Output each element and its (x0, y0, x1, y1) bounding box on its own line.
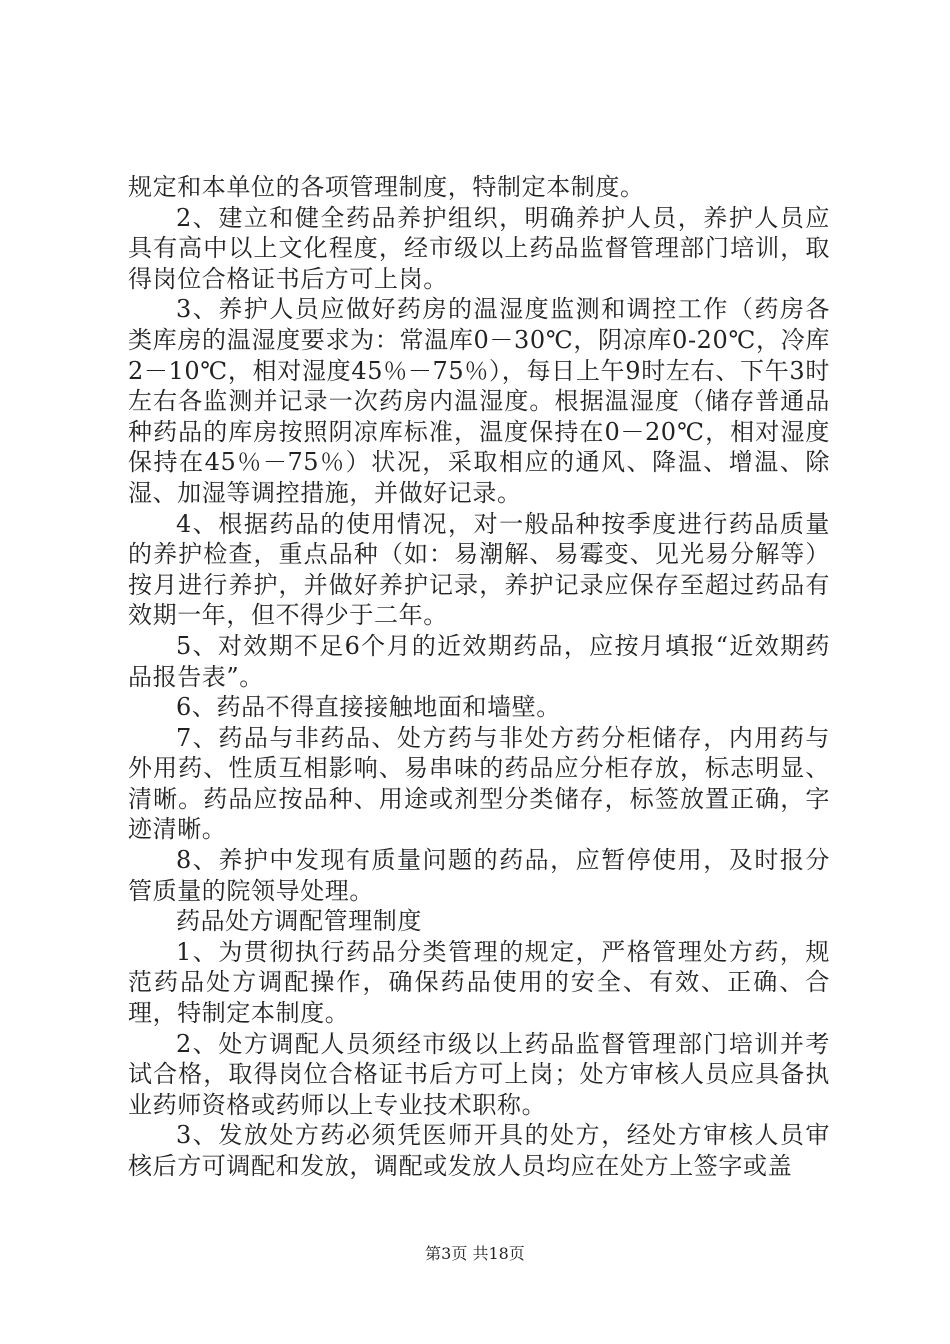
paragraph-4: 5、对效期不足6个月的近效期药品，应按月填报“近效期药品报告表”。 (128, 631, 830, 691)
paragraph-11: 3、发放处方药必须凭医师开具的处方，经处方审核人员审核后方可调配和发放，调配或发放人员均应在处方上签字或盖 (128, 1121, 830, 1180)
document-body (128, 172, 830, 1182)
paragraph-0: 规定和本单位的各项管理制度，特制定本制度。 (128, 173, 645, 201)
page-number: 第3页 共18页 (425, 1244, 525, 1263)
paragraph-7: 8、养护中发现有质量问题的药品，应暂停使用，及时报分管质量的院领导处理。 (128, 846, 830, 905)
paragraph-10: 2、处方调配人员须经市级以上药品监督管理部门培训并考试合格，取得岗位合格证书后方可上岗；处方审核人员应具备执业药师资格或药师以上专业技术职称。 (128, 1029, 830, 1119)
paragraph-5: 6、药品不得直接接触地面和墙壁。 (176, 693, 561, 722)
paragraph-9: 1、为贯彻执行药品分类管理的规定，严格管理处方药，规范药品处方调配操作，确保药品使用的安全、有效、正确、合理，特制定本制度。 (128, 937, 830, 1028)
paragraph-3: 4、根据药品的使用情况，对一般品种按季度进行药品质量的养护检查，重点品种（如：易潮解、易霉变、见光易分解等）按月进行养护，并做好养护记录，养护记录应保存至超过药品有效期一年，但不得少于二年。 (128, 509, 830, 630)
paragraph-2: 3、养护人员应做好药房的温湿度监测和调控工作（药房各类库房的温湿度要求为：常温库0－30℃，阴凉库0-20℃，冷库2－10℃，相对湿度45％－75％），每日上午9时左右、下午3时左右各监测并记录一次药房内温湿度。根据温湿度（储存普通品种药品的库房按照阴凉库标准，温度保持在0－20℃，相对湿度保持在45％－75％）状况，采取相应的通风、降温、增温、除湿、加湿等调控措施，并做好记录。 (128, 295, 830, 507)
paragraph-6: 7、药品与非药品、处方药与非处方药分柜储存，内用药与外用药、性质互相影响、易串味的药品应分柜存放，标志明显、清晰。药品应按品种、用途或剂型分类储存，标签放置正确，字迹清晰。 (128, 723, 830, 844)
page-footer (0, 1241, 950, 1264)
paragraph-1: 2、建立和健全药品养护组织，明确养护人员，养护人员应具有高中以上文化程度，经市级以上药品监督管理部门培训，取得岗位合格证书后方可上岗。 (128, 203, 830, 293)
section-heading: 药品处方调配管理制度 (176, 907, 422, 936)
